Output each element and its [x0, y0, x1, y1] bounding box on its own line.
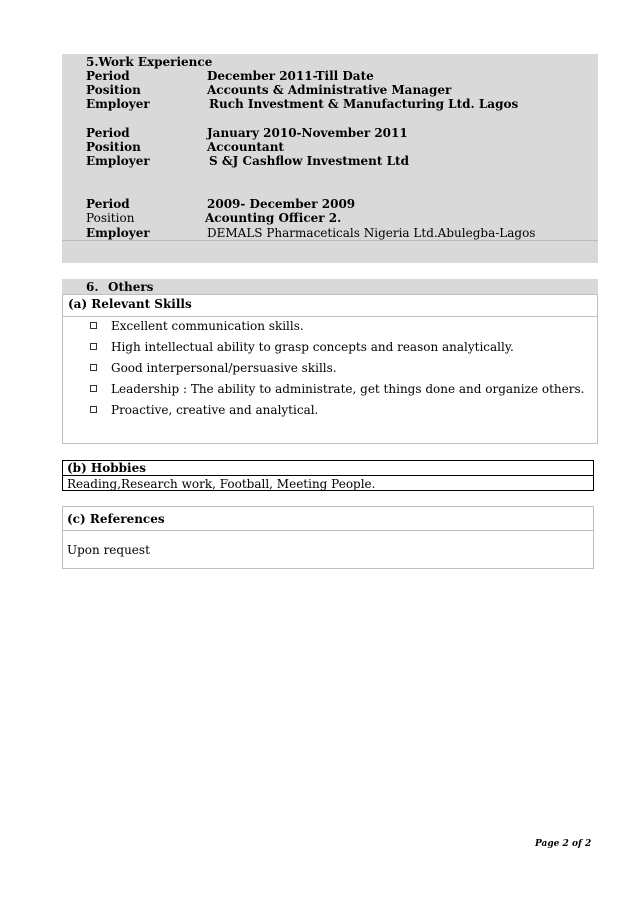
- others-heading: Others: [108, 280, 154, 294]
- entry3-employer-label: Employer: [86, 226, 150, 240]
- entry1-position-label: Position: [86, 83, 141, 97]
- bullet-icon: [90, 322, 97, 329]
- references-text: Upon request: [67, 543, 150, 557]
- skill-item-1: Excellent communication skills.: [111, 319, 304, 333]
- skills-title-divider: [62, 316, 598, 317]
- page-total: 2: [584, 839, 592, 849]
- bullet-icon: [90, 364, 97, 371]
- page-num: 2: [562, 839, 569, 849]
- entry1-employer: Ruch Investment & Manufacturing Ltd. Lagos: [209, 97, 519, 111]
- work-experience-heading: 5.Work Experience: [86, 55, 213, 69]
- page-of: of: [571, 839, 582, 849]
- entry3-period-label: Period: [86, 197, 130, 211]
- references-divider: [62, 530, 594, 531]
- skill-item-2: High intellectual ability to grasp concepts and reason analytically.: [111, 340, 514, 354]
- others-heading-number: 6.: [86, 280, 99, 294]
- skills-title: (a) Relevant Skills: [68, 297, 192, 311]
- page-prefix: Page: [535, 839, 560, 849]
- entry2-period-label: Period: [86, 126, 130, 140]
- skill-item-4: Leadership : The ability to administrate, get things done and organize others.: [111, 382, 585, 396]
- entry2-employer-label: Employer: [86, 154, 150, 168]
- entry2-period: January 2010-November 2011: [207, 126, 408, 140]
- bullet-icon: [90, 385, 97, 392]
- hobbies-divider: [62, 475, 594, 476]
- entry1-employer-label: Employer: [86, 97, 150, 111]
- skill-item-3: Good interpersonal/persuasive skills.: [111, 361, 337, 375]
- entry3-employer: DEMALS Pharmaceticals Nigeria Ltd.Abulegba-Lagos: [207, 226, 536, 240]
- entry1-position: Accounts & Administrative Manager: [207, 83, 452, 97]
- entry2-position-label: Position: [86, 140, 141, 154]
- entry3-position: Acounting Officer 2.: [205, 211, 342, 225]
- bullet-icon: [90, 406, 97, 413]
- entry1-period: December 2011-Till Date: [207, 69, 374, 83]
- entry3-position-label: Position: [86, 211, 135, 225]
- entry1-period-label: Period: [86, 69, 130, 83]
- work-experience-divider: [62, 240, 598, 241]
- entry3-period: 2009- December 2009: [207, 197, 356, 211]
- entry2-employer: S &J Cashflow Investment Ltd: [209, 154, 409, 168]
- bullet-icon: [90, 343, 97, 350]
- entry2-position: Accountant: [207, 140, 284, 154]
- skill-item-5: Proactive, creative and analytical.: [111, 403, 319, 417]
- hobbies-title: (b) Hobbies: [67, 461, 146, 475]
- page-number: [535, 839, 591, 849]
- references-title: (c) References: [67, 512, 165, 526]
- hobbies-text: Reading,Research work, Football, Meeting People.: [67, 477, 376, 491]
